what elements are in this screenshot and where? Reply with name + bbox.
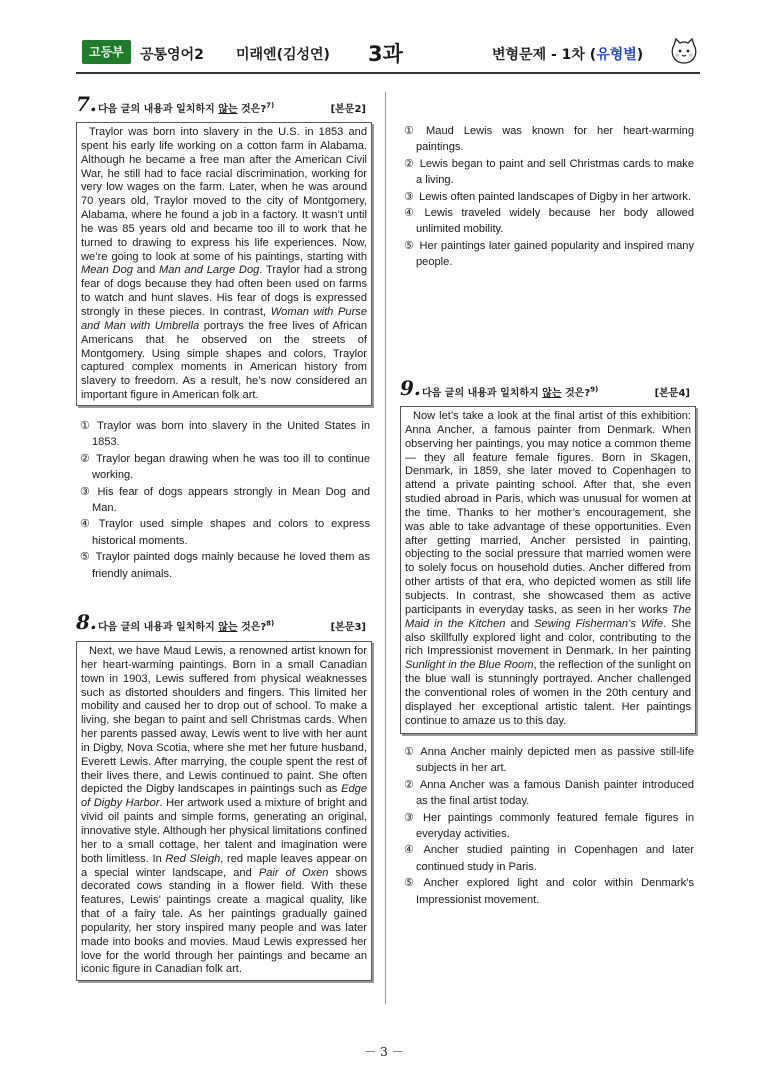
passage-segment: shows decorated cows standing in a flower field. With these features, Lewis’ paintings create a magical quality, like that of a fairy tale. As her paintings gradually gained popularity, her story inspired many people and was later made into books and movies. Maud Lewis expressed her love for the world through her paintings and became an iconic figure in Canadian folk art. <box>81 866 368 976</box>
option-text: Traylor was born into slavery in the United States in 1853. <box>92 420 370 449</box>
option-text: Maud Lewis was known for her heart-warming paintings. <box>416 125 694 154</box>
passage-segment: and <box>505 617 535 630</box>
answer-option[interactable] <box>400 205 694 238</box>
passage-9 <box>400 406 696 734</box>
option-text: Lewis began to paint and sell Christmas cards to make a living. <box>416 157 694 187</box>
option-marker: ① <box>404 746 414 758</box>
page-number: － 3 － <box>364 1045 404 1059</box>
option-marker: ③ <box>404 811 414 824</box>
option-marker: ③ <box>404 190 414 203</box>
question-number: 9. <box>400 376 421 400</box>
answer-option[interactable] <box>76 549 370 582</box>
passage-text <box>81 645 367 977</box>
question-8-header <box>76 610 366 638</box>
option-text: Her paintings later gained popularity and inspired many people. <box>416 239 694 269</box>
option-marker: ① <box>404 125 414 137</box>
mascot-icon <box>669 36 699 66</box>
passage-text <box>81 126 367 403</box>
artwork-title: Sunlight in the Blue Room <box>405 659 534 672</box>
artwork-title: The Maid in the Kitchen <box>405 603 691 630</box>
answer-option[interactable] <box>400 810 694 843</box>
option-marker: ⑤ <box>404 239 414 252</box>
option-marker: ② <box>80 452 90 465</box>
option-text: Ancher studied painting in Copenhagen and later continued study in Paris. <box>416 844 694 873</box>
option-marker: ④ <box>404 844 414 857</box>
passage-segment: , red maple leaves appear on a special winter landscape, and <box>81 852 367 879</box>
question-number: 7. <box>76 92 97 116</box>
question-source: [본문3] <box>330 622 366 633</box>
question-9-header <box>400 376 690 404</box>
answer-option[interactable] <box>400 842 694 875</box>
publisher-title: 미래엔(김성연) <box>236 47 330 63</box>
exam-prefix: 변형문제 - 1차 ( <box>492 47 597 63</box>
artwork-title: Edge of Digby Harbor <box>81 783 367 810</box>
answer-option[interactable] <box>400 744 694 777</box>
passage-7 <box>76 122 372 406</box>
option-text: Anna Ancher mainly depicted men as passive still-life subjects in her art. <box>416 746 694 775</box>
question-source: [본문2] <box>330 104 366 115</box>
artwork-title: Woman with Purse and Man with Umbrella <box>81 305 367 332</box>
option-text: Traylor painted dogs mainly because he loved them as friendly animals. <box>92 551 370 580</box>
passage-segment: , the reflection of the sunlight on the blue wall is stunningly portrayed. Ancher challenged the conventional roles of women in the 20th century and displayed her exceptional artistic talent. Her paintings continue to amaze us to this day. <box>405 659 691 727</box>
artwork-title: Man and Large Dog <box>159 264 260 277</box>
option-marker: ① <box>80 420 90 432</box>
passage-segment: portrays the free lives of African Americans that he observed on the streets of Montgomery. Using simple shapes and colors, Traylor captured complex moments in American history from slavery to freedom. As a result, he’s now considered an important figure in American folk art. <box>81 319 368 402</box>
answer-option[interactable] <box>400 189 694 205</box>
question-number: 8. <box>76 610 97 634</box>
grade-badge: 고등부 <box>82 40 131 64</box>
passage-segment: Next, we have Maud Lewis, a renowned artist known for her heart-warming paintings. Born in a small Canadian town in 1903, Lewis suffered from physical weaknesses such as distorted shoulders and fingers. This limited her mobility and caused her to drop out of school. To make a living, she began to paint and sell Christmas cards. When her parents passed away, Lewis went to live with her aunt in Digby, Nova Scotia, where she met her future husband, Everett Lewis. After marrying, the couple spent the rest of their lives there, and Lewis continued to paint. She often depicted the Digby landscapes in paintings such as <box>81 645 367 796</box>
question-prompt: 다음 글의 내용과 일치하지 않는 것은?$^{7)}$ <box>98 101 275 115</box>
question-prompt: 다음 글의 내용과 일치하지 않는 것은?$^{9)}$ <box>422 385 599 399</box>
answer-option[interactable] <box>400 123 694 156</box>
option-text: Lewis often painted landscapes of Digby in her artwork. <box>416 190 692 203</box>
page-header <box>76 36 700 70</box>
answer-option[interactable] <box>76 484 370 517</box>
passage-segment: . She also skillfully explored light and color, contributing to the rich Impressionist movement in Denmark. In her painting <box>405 617 691 658</box>
option-text: Lewis traveled widely because her body allowed unlimited mobility. <box>416 207 694 236</box>
option-marker: ② <box>404 157 414 170</box>
question-prompt: 다음 글의 내용과 일치하지 않는 것은?$^{8)}$ <box>98 619 275 633</box>
artwork-title: Red Sleigh <box>165 852 221 865</box>
answer-option[interactable] <box>76 451 370 484</box>
passage-segment: Now let’s take a look at the final artist of this exhibition: Anna Ancher, a famous painter from Denmark. When observing her paintings, you may notice a common theme — they all feature female figures. Born in Skagen, Denmark, in 1859, she later moved to Copenhagen to attend a private painting school. After that, she even studied abroad in Paris, which was unusual for women at the time. Thanks to her mother’s encouragement, she was able to take advantage of these opportunities. Even after getting married, Ancher persisted in painting, objecting to the social pressure that married women were to solely focus on household duties. Ancher differed from other artists of that era, who depicted women as still life subjects. In contrast, she showcased them as active participants in everyday tasks, as seen in her works <box>405 410 691 616</box>
options-9 <box>400 744 694 908</box>
artwork-title: Sewing Fisherman’s Wife <box>534 617 664 630</box>
passage-segment: and <box>132 264 160 277</box>
passage-8 <box>76 641 372 981</box>
option-text: Anna Ancher was a famous Danish painter introduced as the final artist today. <box>416 778 694 808</box>
option-marker: ② <box>404 778 414 791</box>
column-divider <box>385 92 386 1004</box>
exam-type: 유형별 <box>596 47 637 63</box>
passage-segment: . Traylor had a strong fear of dogs because they had often been used on farms to watch and hunt slaves. His fear of dogs is expressed strongly in these pieces. In contrast, <box>81 264 368 318</box>
answer-option[interactable] <box>400 238 694 271</box>
option-text: Traylor began drawing when he was too ill to continue working. <box>92 452 370 482</box>
exam-title <box>492 44 643 64</box>
option-text: Ancher explored light and color within Denmark’s Impressionist movement. <box>416 877 694 906</box>
option-marker: ④ <box>404 207 414 220</box>
exam-suffix: ) <box>636 47 644 63</box>
lesson-title: 3과 <box>368 42 403 66</box>
answer-option[interactable] <box>400 875 694 908</box>
passage-segment: Traylor was born into slavery in the U.S. in 1853 and spent his early life working on a cotton farm in Alabama. Although he became a free man after the American Civil War, he still had to face racial discrimination, working for very low wages on the farm. Later, when he was around 70 years old, Traylor moved to the city of Montgomery, Alabama, where he found a job in a factory. It wasn’t until he was 85 years old and became too ill to work that he turned to drawing to express his life experiences. Now, we’re going to look at some of his paintings, starting with <box>81 126 367 263</box>
answer-option[interactable] <box>400 777 694 810</box>
options-7 <box>76 418 370 582</box>
question-7-header <box>76 92 366 120</box>
option-marker: ④ <box>80 518 90 531</box>
answer-option[interactable] <box>400 156 694 189</box>
option-marker: ⑤ <box>404 877 414 890</box>
artwork-title: Pair of Oxen <box>258 866 329 879</box>
passage-segment: . Her artwork used a mixture of bright and vivid oil paints and simple forms, generating an original, innovative style. Although her physical limitations confined her to a small cottage, her talent and imagination were both limitless. In <box>81 797 367 865</box>
option-marker: ③ <box>80 485 90 498</box>
artwork-title: Mean Dog <box>81 264 133 277</box>
answer-option[interactable] <box>76 418 370 451</box>
options-8 <box>400 123 694 271</box>
subject-title: 공통영어2 <box>140 47 204 63</box>
option-text: Traylor used simple shapes and colors to express historical moments. <box>92 518 370 547</box>
option-marker: ⑤ <box>80 551 90 564</box>
answer-option[interactable] <box>76 516 370 549</box>
option-text: Her paintings commonly featured female figures in everyday activities. <box>416 811 694 841</box>
question-source: [본문4] <box>654 388 690 399</box>
passage-text <box>405 410 691 728</box>
option-text: His fear of dogs appears strongly in Mean Dog and Man. <box>92 485 370 515</box>
header-rule <box>76 72 700 74</box>
